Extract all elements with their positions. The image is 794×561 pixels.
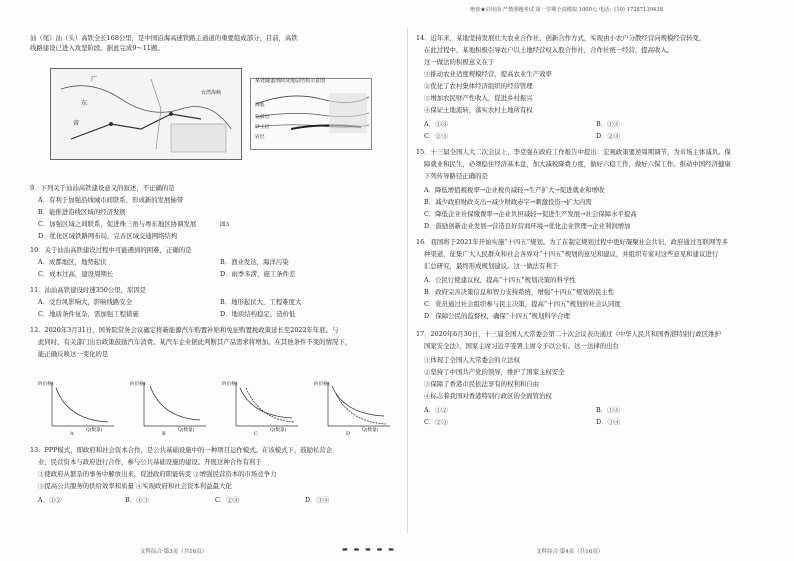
q9-stem: 9．下列关于汕汕高铁建设意义的叙述，不正确的是 [30,184,175,192]
q16-option-c: C．党员通过社会组织参与民主决策，提高“十四五”规划的社会认同度 [424,300,621,308]
q9-option-c: C．加强区域之间联系，促进珠三角与粤东地区协调发展 [38,220,197,228]
intro-line-2: 线路建设已进入攻坚阶段。据此完成9～11题。 [30,44,164,52]
graph-d-y: P(价格) [314,382,330,387]
q12-stem-3: 能正确反映这一变化的是 [38,350,109,358]
graph-c-x: Q(数量) [270,428,287,433]
graph-c [222,380,300,436]
q10-stem: 10．关于汕汕高铁建设过程中可能遇到的困难，正确的是 [30,246,192,254]
graph-c-y: P(价格) [222,382,238,387]
q13-option-b: B．①③ [125,496,149,504]
q15-option-d: D．鼓励创新企业发展→营造良好营商环境→优化企业管理→企业利润增加 [424,222,631,230]
left-footer: 文科综合·第3页（共16页） [140,549,208,555]
q13-option-c: C．②④ [215,496,240,504]
q11-option-c: C．地质条件复杂，需加强工程措施 [38,310,139,318]
q16-option-d: D．保障公民的监督权，确保“十四五”规划科学合理 [424,312,570,320]
graph-d [314,380,392,436]
q15-stem-3: 下列传导路径正确的是 [424,172,488,180]
graph-a-y: P(价格) [38,382,54,387]
q14-item-4: ④保证土地流转，落实农村土地所有权 [424,106,533,114]
q14-option-b: B．①④ [596,120,620,128]
right-column [416,0,776,561]
left-column [30,0,402,561]
q15-stem-1: 15．十三届全国人大二次会议上，李克强在政府工作报告中提出：宏观政策要逆周期调节，为市场主体减负。保 [416,148,731,156]
q11-option-a: A．受台风影响大，影响线路安全 [38,298,133,306]
section-label-soft: 软弱层 [255,115,270,120]
section-label-sand: 砂土层 [255,125,270,130]
q10-option-c: C．成本过高，建设周期长 [38,270,114,278]
map-label-guang: 广 [91,76,98,83]
q13-stem-2: 业、民营资本与政府进行合作，参与公共基础设施的建设。开展这种合作有利于 [38,458,262,466]
q14-item-1: ①推动农业适度规模经营，提高农业生产效率 [424,70,552,78]
q13-item-2: ③提高公共服务的供给效率和质量 ④实现政府和社会资本利益最大化 [38,482,232,490]
q14-item-3: ③增加农民财产性收入，促进乡村振兴 [424,94,533,102]
q9-option-a: A．有利于加强沿线城市间联系，形成新的发展轴带 [38,196,184,204]
q12-stem-2: 此同时，有关部门出台政策鼓励汽车消费。某汽车企业据此判断其产品需求将增加。在其他条件不变的情况下， [38,338,352,346]
q14-option-c: C．②③ [424,132,449,140]
q17-stem-2: 国家安全法》，国家主席习近平签署主席令予以公布。这一法律的出台 [424,342,619,350]
figure-caption: 图3 [220,222,229,228]
q14-option-d: D．②④ [596,132,621,140]
regional-map [50,68,242,160]
q15-option-b: B．减少政府财政支出→减少财政赤字→刺激投资→扩大内需 [424,198,592,206]
q11-option-b: B．地形起伏大，工程难度大 [220,298,302,306]
q14-stem-2: 在此过程中，某地积极引导农户以土地经营权入股合作社，合作社统一经营，提高收入。 [424,46,674,54]
page-header: 绝密★启用前 严禁泄题考试 第一学期全真模拟 1000元 电话：(10) 17287139438 [470,7,663,13]
q17-option-d: D．③④ [596,418,621,426]
graph-b [130,380,208,436]
q17-option-b: B．①④ [596,406,620,414]
right-footer: 文科综合·第4页（共16页） [536,549,604,555]
q17-item-2: ②坚持了中国共产党的领导，维护了国家主权安全 [424,368,565,376]
q16-option-b: B．政府完善决策信息和智力支持系统，增强“十四五”规划的民主性 [424,288,615,296]
map-label-sheng: 省 [73,120,80,127]
q14-stem-1: 14．近年来，某地坚持发展壮大农业合作社，创新合作方式，实现由小农户分散经营向规模经营转变， [416,34,706,42]
q11-stem: 11．汕汕高铁建设时速350公里，原因是 [30,286,147,294]
graph-b-x: Q(数量) [178,428,195,433]
q15-option-c: C．降低企业社保缴费率→企业负担减轻→促进生产发展→社会保障水平提高 [424,210,637,218]
q11-option-d: D．地质结构稳定，造价低 [220,310,296,318]
graph-b-y: P(价格) [130,382,146,387]
q14-item-2: ②优化了农村集体经济组织的经营管理 [424,82,533,90]
map-label-dong: 东 [81,100,88,107]
q10-option-a: A．成都地区，地势起伏 [38,258,107,266]
q17-option-c: C．②③ [424,418,449,426]
q9-option-d: D．优化区域铁路网布局，完善区域交通网络结构 [38,232,178,240]
graph-c-label: C [254,431,258,437]
q13-option-d: D．③④ [305,496,330,504]
q17-item-3: ③保障了香港市民依法享有的权利和自由 [424,380,540,388]
q12-stem-1: 12．2020年3月31日，国务院常务会议确定将新能源汽车购置补贴和免征购置税政策延长至2022年年底。与 [30,326,339,334]
q16-stem-3: 汇总研究，最终形成规划建议。这一做法有利于 [424,262,559,270]
graph-a [38,380,116,436]
section-label-seabed: 海底 [255,103,265,108]
tunnel-section-figure [250,78,372,150]
q17-option-a: A．①② [424,406,448,414]
graph-d-label: D [346,431,351,437]
q17-stem-1: 17．2020年6月30日，十三届全国人大常委会第二十次会议表决通过《中华人民共和国香港特别行政区维护 [416,330,721,338]
map-drawing [51,69,241,159]
column-divider [407,28,408,533]
q15-option-a: A．降低增值税税率→企业税负减轻→生产扩大→促进就业和增收 [424,186,605,194]
q16-option-a: A．公民行使建议权，提高“十四五”规划决策的科学性 [424,276,576,284]
q13-option-a: A．①② [38,496,62,504]
map-label-strait: 台湾海峡 [201,90,222,96]
q16-stem-1: 16．我国将于2021年开始实施“十四五”规划。为了在制定规划过程中更好凝聚社会共识，政府通过互联网等多 [416,238,729,246]
q15-stem-2: 障就业和民生，必须稳住经济基本盘，加大减税降费力度，做好六稳工作，做好六保工作。推动中国经济健康 [424,160,731,168]
q10-option-b: B．渔业发达，海洋污染 [220,258,289,266]
q16-stem-2: 种渠道，征集广大人民群众和社会各界对“十四五”规划的意见和建议，并组织专家对这些意见和建议进行 [424,250,719,258]
graph-d-x: Q(数量) [362,428,379,433]
page-binding-marks: ▬ ▬ ▬ ▬ ▬ [342,546,396,553]
q9-option-b: B．能推进沿线区域的经济发展 [38,208,126,216]
q14-option-a: A．①③ [424,120,448,128]
graph-b-label: B [162,431,166,437]
graph-a-x: Q(数量) [86,428,103,433]
q13-stem-1: 13．PPP模式，即政府和社会资本合作，是公共基础设施中的一种项目运作模式。在该模式下，鼓励私营企 [30,446,333,454]
q10-option-d: D．雨季多涝，施工条件差 [220,270,296,278]
q14-stem-3: 这一做法的积极意义在于 [424,58,495,66]
intro-line-1: 汕（尾）汕（头）高铁全长168公里，是中国沿海高速铁路主通道的重要组成部分，目前，高铁 [30,34,298,42]
q17-item-4: ④标志着我国对香港特别行政区的全面管治权 [424,392,552,400]
section-title: 某处隧道剖面及地层结构示意图 [255,78,326,84]
q17-item-1: ①体现了全国人大常委会的立法权 [424,356,520,364]
section-label-rock: 岩层 [255,135,265,140]
graph-a-label: A [70,431,74,437]
q13-item-1: ①使政府从繁杂的事务中解放出来，促进政府职能转变 ②增强民营资本的市场竞争力 [38,470,277,478]
